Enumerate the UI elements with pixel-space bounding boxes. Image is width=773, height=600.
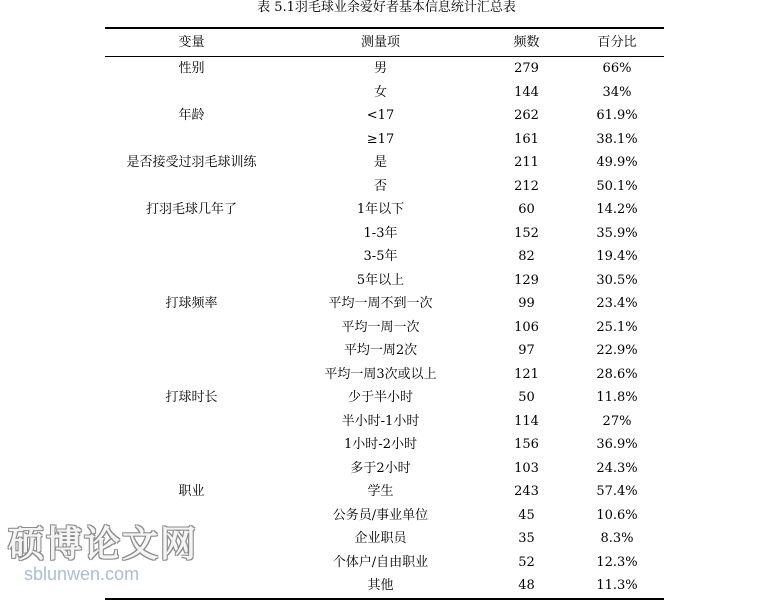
cell-variable: 年龄	[178, 108, 205, 123]
cell-frequency: 144	[514, 84, 539, 100]
cell-frequency: 35	[518, 531, 535, 546]
cell-item: 个体户/自由职业	[332, 554, 429, 570]
cell-item: 少于半小时	[347, 390, 413, 405]
cell-variable	[105, 457, 278, 481]
cell-percent: 14.2%	[596, 202, 638, 217]
table-row	[105, 151, 664, 175]
cell-percent: 8.3%	[600, 531, 634, 546]
cell-item: 1年以下	[356, 202, 405, 217]
table-row	[105, 198, 664, 222]
cell-variable: 性别	[178, 61, 205, 76]
cell-frequency: 99	[518, 296, 535, 311]
cell-frequency: 106	[514, 319, 539, 335]
table-row	[105, 57, 664, 81]
statistics-table	[105, 27, 664, 600]
cell-percent: 38.1%	[596, 131, 638, 147]
cell-item: 学生	[367, 484, 394, 499]
cell-item: ≥17	[366, 131, 395, 147]
table-row	[105, 175, 664, 199]
cell-item: 1小时-2小时	[344, 437, 417, 452]
cell-frequency: 211	[514, 155, 539, 170]
table-row	[105, 292, 664, 316]
header-variable: 变量	[178, 35, 205, 50]
table-row	[105, 81, 664, 105]
cell-percent: 11.3%	[596, 578, 638, 593]
cell-item: 平均一周一次	[341, 319, 420, 335]
table-row	[105, 386, 664, 410]
cell-variable	[105, 339, 278, 363]
cell-percent: 23.4%	[596, 296, 638, 311]
cell-frequency: 52	[518, 554, 535, 570]
cell-variable	[105, 269, 278, 293]
table-row	[105, 480, 664, 504]
table-row	[105, 410, 664, 434]
cell-percent: 10.6%	[596, 507, 638, 523]
cell-percent: 57.4%	[596, 484, 638, 499]
cell-frequency: 279	[514, 61, 539, 76]
table-row	[105, 104, 664, 128]
cell-frequency: 212	[514, 178, 539, 194]
cell-frequency: 121	[514, 366, 539, 382]
header-item: 测量项	[360, 35, 400, 50]
watermark-url: sblunwen.com	[24, 564, 140, 584]
cell-item: 公务员/事业单位	[332, 507, 429, 523]
cell-frequency: 48	[518, 578, 535, 593]
cell-frequency: 243	[514, 484, 539, 499]
cell-item: 企业职员	[354, 531, 407, 546]
cell-variable: 是否接受过羽毛球训练	[126, 155, 257, 170]
cell-frequency: 50	[518, 390, 535, 405]
cell-variable: 打羽毛球几年了	[145, 202, 237, 217]
cell-percent: 24.3%	[596, 460, 638, 476]
cell-frequency: 262	[514, 108, 539, 123]
cell-variable	[105, 81, 278, 105]
cell-variable	[105, 410, 278, 434]
cell-variable	[105, 433, 278, 457]
cell-frequency: 114	[514, 413, 539, 429]
table-row	[105, 222, 664, 246]
cell-percent: 36.9%	[596, 437, 638, 452]
cell-percent: 12.3%	[596, 554, 638, 570]
cell-item: 男	[373, 61, 387, 76]
table-row	[105, 363, 664, 387]
cell-percent: 22.9%	[596, 343, 638, 358]
cell-frequency: 103	[514, 460, 539, 476]
watermark-logo-text: 硕博论文网	[8, 523, 199, 565]
cell-frequency: 152	[514, 225, 539, 241]
watermark	[8, 524, 198, 584]
cell-frequency: 60	[518, 202, 535, 217]
cell-percent: 61.9%	[596, 108, 638, 123]
cell-percent: 50.1%	[596, 178, 638, 194]
cell-item: 5年以上	[356, 272, 405, 288]
table-row	[105, 316, 664, 340]
cell-variable: 打球时长	[165, 390, 218, 405]
header-frequency: 频数	[513, 35, 540, 50]
cell-percent: 49.9%	[596, 155, 638, 170]
table-row	[105, 457, 664, 481]
cell-variable	[105, 245, 278, 269]
cell-item: 平均一周3次或以上	[324, 366, 437, 382]
cell-percent: 11.8%	[596, 390, 638, 405]
cell-variable	[105, 175, 278, 199]
cell-item: 其他	[367, 578, 394, 593]
cell-frequency: 45	[518, 507, 535, 523]
cell-variable: 打球频率	[165, 296, 218, 311]
cell-item: 女	[373, 84, 387, 100]
cell-item: 半小时-1小时	[341, 413, 420, 429]
table-row	[105, 245, 664, 269]
cell-percent: 34%	[602, 84, 632, 100]
table-row	[105, 433, 664, 457]
cell-item: <17	[366, 108, 395, 123]
table-row	[105, 128, 664, 152]
table-header-row	[105, 28, 664, 57]
cell-variable	[105, 316, 278, 340]
cell-percent: 35.9%	[596, 225, 638, 241]
cell-item: 多于2小时	[350, 460, 411, 476]
table-row	[105, 269, 664, 293]
cell-item: 否	[373, 178, 387, 194]
header-percent: 百分比	[597, 35, 637, 50]
cell-item: 平均一周不到一次	[328, 296, 433, 311]
cell-item: 是	[373, 155, 387, 170]
table-body	[105, 57, 664, 599]
cell-frequency: 129	[514, 272, 539, 288]
cell-frequency: 82	[518, 249, 535, 264]
cell-frequency: 97	[518, 343, 535, 358]
cell-variable: 职业	[178, 484, 205, 499]
cell-frequency: 156	[514, 437, 539, 452]
cell-variable	[105, 363, 278, 387]
cell-percent: 25.1%	[596, 319, 638, 335]
cell-frequency: 161	[514, 131, 539, 147]
cell-item: 平均一周2次	[343, 343, 418, 358]
cell-percent: 27%	[602, 413, 632, 429]
cell-percent: 66%	[602, 61, 632, 76]
cell-variable	[105, 128, 278, 152]
table-row	[105, 339, 664, 363]
cell-percent: 19.4%	[596, 249, 638, 264]
cell-percent: 28.6%	[596, 366, 638, 382]
cell-item: 3-5年	[363, 249, 398, 264]
cell-variable	[105, 222, 278, 246]
cell-percent: 30.5%	[596, 272, 638, 288]
cell-item: 1-3年	[363, 225, 398, 241]
table-caption: 表 5.1羽毛球业余爱好者基本信息统计汇总表	[257, 0, 516, 15]
